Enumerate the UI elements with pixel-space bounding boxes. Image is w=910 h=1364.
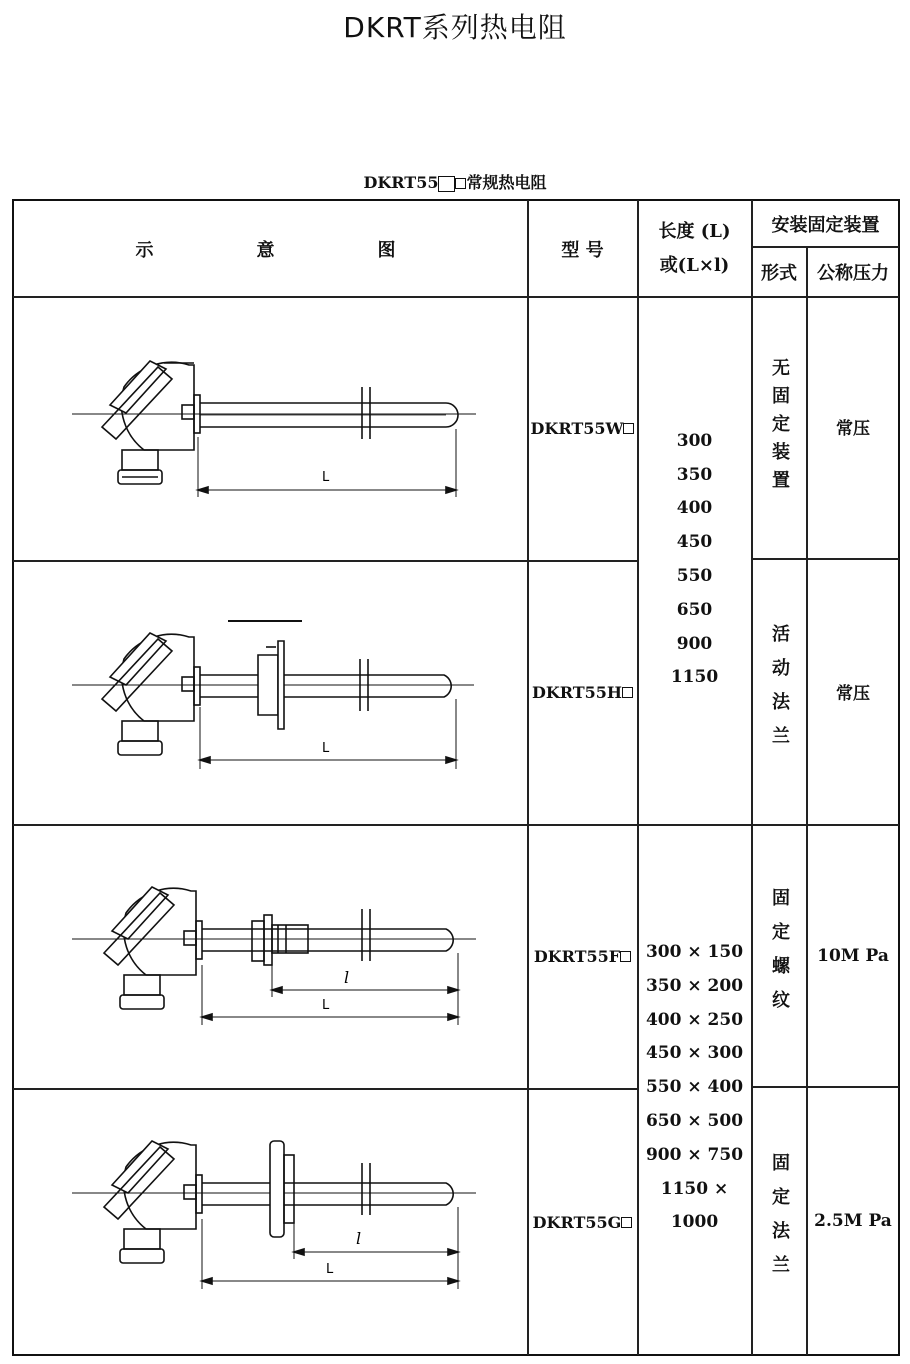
svg-text:L: L (326, 1262, 334, 1277)
placeholder-box-small-icon (622, 687, 633, 698)
caption-suffix: 常规热电阻 (466, 173, 547, 192)
form-cell: 无固定装置 (769, 357, 790, 498)
model-cell: DKRT55H (528, 561, 637, 824)
header-model: 型 号 (561, 239, 604, 261)
model-cell: DKRT55F (528, 825, 637, 1088)
form-cell: 活动法兰 (769, 623, 790, 760)
drawing-fixed-flange (14, 1089, 527, 1355)
drawing-fixed-thread (14, 825, 527, 1088)
length-list-a: 300 350 400 450 550 650 900 1150 (670, 430, 719, 688)
svg-text:l: l (344, 968, 350, 987)
svg-text:L: L (322, 998, 330, 1013)
header-length: 长度 (L) 或(L×l) (658, 220, 731, 276)
model-cell: DKRT55W (528, 297, 637, 560)
document-title: DKRT系列热电阻 (343, 11, 567, 44)
placeholder-box-small-icon (620, 951, 631, 962)
placeholder-box-small-icon (621, 1217, 632, 1228)
table-caption (0, 170, 910, 193)
caption-prefix: DKRT55 (363, 173, 439, 192)
pressure-cell: 10M Pa (817, 945, 889, 966)
form-cell: 固定螺纹 (769, 887, 790, 1024)
header-pressure: 公称压力 (817, 262, 889, 284)
pressure-cell: 2.5M Pa (814, 1211, 892, 1231)
pressure-cell: 常压 (836, 684, 870, 704)
svg-text:L: L (322, 470, 330, 485)
header-mounting: 安装固定装置 (771, 214, 880, 236)
drawing-no-fixing (14, 297, 527, 560)
drawing-movable-flange (14, 561, 527, 824)
pressure-cell: 常压 (836, 419, 870, 439)
placeholder-box-small-icon (623, 423, 634, 434)
svg-text:L: L (322, 741, 330, 756)
placeholder-box-small-icon (455, 178, 466, 189)
form-cell: 固定法兰 (769, 1153, 790, 1289)
header-diagram: 示 意 图 (135, 239, 396, 261)
svg-text:l: l (356, 1229, 362, 1248)
model-cell: DKRT55G (528, 1089, 637, 1355)
header-form: 形式 (761, 262, 797, 284)
placeholder-box-icon (438, 176, 455, 192)
length-list-b: 300 × 150 350 × 200 400 × 250 450 × 300 550 × 400 650 × 500 900 × 750 1150 × 1000 (645, 941, 744, 1233)
